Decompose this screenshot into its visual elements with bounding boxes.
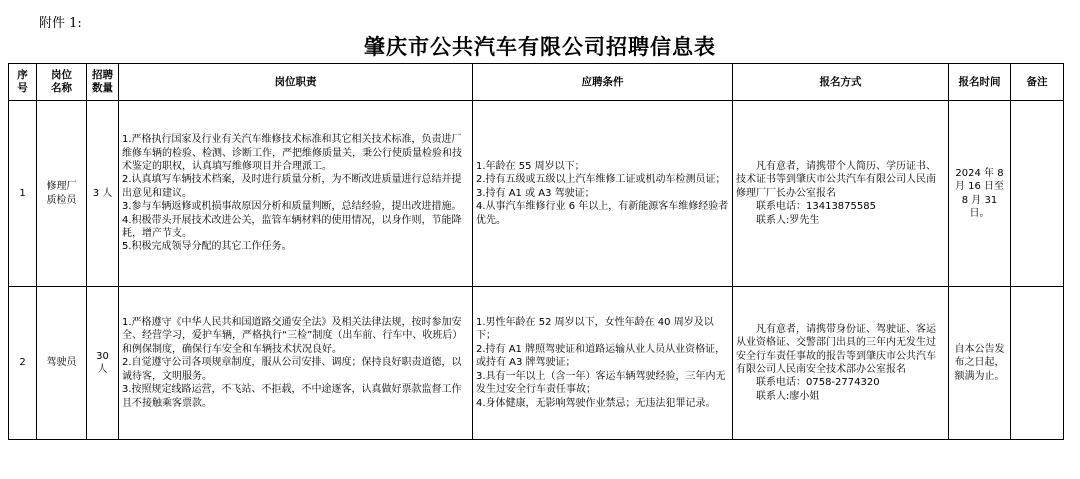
header-method: 报名方式: [733, 64, 949, 101]
cell-time: 自本公告发布之日起，额满为止。: [949, 287, 1011, 440]
header-requirements: 应聘条件: [473, 64, 733, 101]
cell-count: 3 人: [87, 101, 119, 287]
header-no: 序 号: [9, 64, 37, 101]
cell-remark: [1011, 287, 1064, 440]
table-row: [9, 101, 1064, 287]
header-remark: 备注: [1011, 64, 1064, 101]
header-position: 岗位 名称: [37, 64, 87, 101]
cell-position: 驾驶员: [37, 287, 87, 440]
cell-time: 2024 年 8 月 16 日至 8 月 31 日。: [949, 101, 1011, 287]
cell-position: 修理厂 质检员: [37, 101, 87, 287]
header-time: 报名时间: [949, 64, 1011, 101]
header-count: 招聘 数量: [87, 64, 119, 101]
cell-method: 凡有意者，请携带个人简历、学历证书、技术证书等到肇庆市公共汽车有限公司人民南修理厂厂长办公室报名 联系电话：13413875585 联系人:罗先生: [733, 101, 949, 287]
cell-remark: [1011, 101, 1064, 287]
recruitment-table: [8, 63, 1064, 440]
header-duties: 岗位职责: [119, 64, 473, 101]
cell-requirements: 1.年龄在 55 周岁以下； 2.持有五级或五级以上汽车维修工证或机动车检测员证； 3.持有 A1 或 A3 驾驶证； 4.从事汽车维修行业 6 年以上，有新能源客车维修经验者优先。: [473, 101, 733, 287]
table-row: [9, 287, 1064, 440]
cell-method: 凡有意者，请携带身份证、驾驶证、客运从业资格证、交警部门出具的三年内无发生过安全行车责任事故的报告等到肇庆市公共汽车有限公司人民南安全技术部办公室报名 联系电话：0758-2774320 联系人:廖小姐: [733, 287, 949, 440]
cell-requirements: 1.男性年龄在 52 周岁以下，女性年龄在 40 周岁及以下； 2.持有 A1 牌照驾驶证和道路运输从业人员从业资格证，或持有 A3 牌驾驶证； 3.具有一年以上（含一年）客运车辆驾驶经验，三年内无发生过安全行车责任事故； 4.身体健康，无影响驾驶作业禁忌；无违法犯罪记录。: [473, 287, 733, 440]
table-header-row: [9, 64, 1064, 101]
attachment-label: 附件 1:: [39, 16, 82, 31]
cell-duties: 1.严格遵守《中华人民共和国道路交通安全法》及相关法律法规，按时参加安全、经营学习，爱护车辆，严格执行“三检”制度（出车前、行车中、收班后）和例保制度，确保行车安全和车辆技术状况良好。 2.自觉遵守公司各项规章制度，服从公司安排、调度；保持良好职责道德，以诚待客，文明服务。 3.按照规定线路运营，不飞站、不拒载，不中途逐客，认真做好票款监督工作且不接触乘客票款。: [119, 287, 473, 440]
cell-no: 2: [9, 287, 37, 440]
cell-count: 30 人: [87, 287, 119, 440]
document-title: 肇庆市公共汽车有限公司招聘信息表: [364, 34, 716, 59]
cell-no: 1: [9, 101, 37, 287]
cell-duties: 1.严格执行国家及行业有关汽车维修技术标准和其它相关技术标准，负责进厂维修车辆的检验、检测、诊断工作，严把维修质量关，秉公行使质量检验和技术鉴定的职权，认真填写维修项目并合理派工。 2.认真填写车辆技术档案，及时进行质量分析，为不断改进质量进行总结并提出意见和建议。 3.参与车辆返修或机损事故原因分析和质量判断，总结经验，提出改进措施。 4.积极带头开展技术改进公关，监管车辆材料的使用情况，以身作则，节能降耗，增产节支。 5.积极完成领导分配的其它工作任务。: [119, 101, 473, 287]
